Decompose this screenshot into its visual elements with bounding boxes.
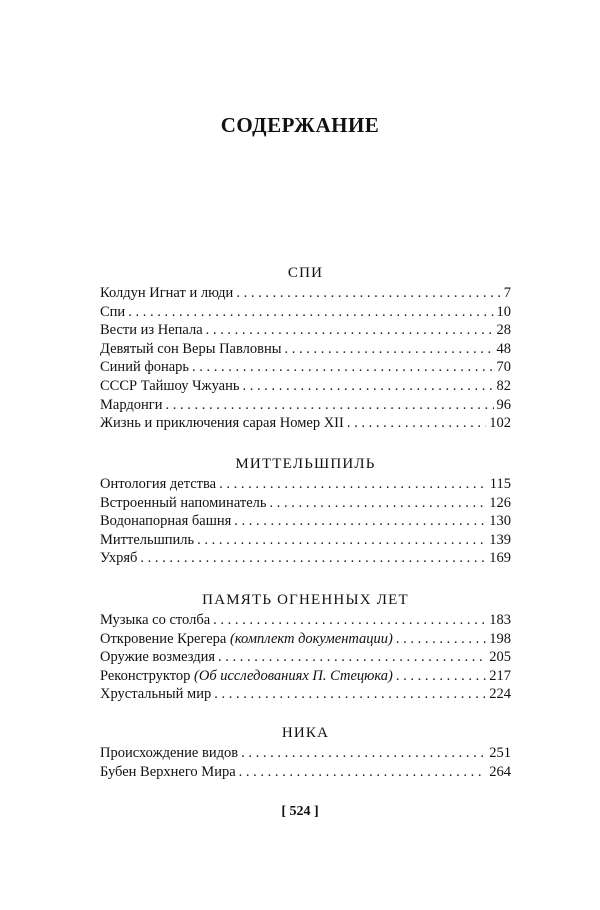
toc-entry: Встроенный напоминатель . . . 126: [100, 494, 511, 513]
page-number: 251: [489, 745, 511, 761]
page-number: 205: [489, 649, 511, 666]
toc-entry: Колдун Игнат и люди . . . 7: [100, 284, 511, 303]
toc-entry: Оружие возмездия . . . 205: [100, 648, 511, 667]
toc-entry: Музыка со столба . . . 183: [100, 611, 511, 630]
page-number: 28: [496, 322, 511, 339]
entry-subtitle: (Об исследованиях П. Стецюка): [194, 667, 393, 684]
toc-entry: Девятый сон Веры Павловны . . . 48: [100, 340, 511, 359]
page-number: 82: [496, 377, 511, 394]
page-number: 198: [489, 630, 511, 647]
toc-entry: Ухряб . . . 169: [100, 549, 511, 568]
page-number: 264: [489, 763, 511, 780]
page-number: 115: [489, 476, 511, 492]
toc-entry: Синий фонарь . . . 70: [100, 358, 511, 377]
toc-section-3: [100, 589, 511, 704]
section-heading: СПИ: [287, 265, 324, 281]
toc-entry: Спи . . . 10: [100, 303, 511, 322]
toc-entry: Водонапорная башня . . . 130: [100, 512, 511, 531]
page-number: 139: [489, 531, 511, 548]
page-number: 102: [489, 415, 511, 432]
page-number: 217: [489, 667, 511, 684]
page-number: 10: [496, 303, 511, 320]
page-number: 130: [489, 513, 511, 530]
page-title: СОДЕРЖАНИЕ: [220, 113, 380, 137]
toc-entry: Жизнь и приключения сарая Номер XII . . . 102: [100, 414, 511, 433]
toc-entry: Мардонги . . . 96: [100, 396, 511, 415]
page-number: 96: [496, 396, 511, 413]
page-number: 48: [496, 340, 511, 357]
section-heading: ПАМЯТЬ ОГНЕННЫХ ЛЕТ: [202, 592, 409, 608]
toc-section-2: [100, 453, 511, 568]
page-number: 224: [489, 686, 511, 703]
section-heading: МИТТЕЛЬШПИЛЬ: [235, 456, 376, 472]
toc-entry: Вести из Непала . . . 28: [100, 321, 511, 340]
toc-entry: Бубен Верхнего Мира . . . 264: [100, 763, 511, 782]
folio-page-number: [ 524 ]: [281, 804, 319, 819]
toc-entry: Хрустальный мир . . . 224: [100, 685, 511, 704]
page-number: 7: [503, 285, 511, 301]
toc-entry: Реконструктор (Об исследованиях П. Стецюка) . . . 217: [100, 667, 511, 686]
toc-entry: Онтология детства . . . 115: [100, 475, 511, 494]
page-number: 169: [489, 550, 511, 567]
section-heading: НИКА: [281, 725, 330, 741]
page-number: 183: [489, 612, 511, 628]
toc-section-4: [100, 722, 511, 781]
page-number: 70: [496, 359, 511, 376]
toc-section-1: [100, 262, 511, 433]
toc-entry: Миттельшпиль . . . 139: [100, 531, 511, 550]
toc-entry: СССР Тайшоу Чжуань . . . 82: [100, 377, 511, 396]
toc-entry: Происхождение видов . . . 251: [100, 744, 511, 763]
toc-entry: Откровение Крегера (комплект документации) . . . 198: [100, 630, 511, 649]
entry-subtitle: (комплект документации): [230, 630, 393, 647]
page-number: 126: [489, 494, 511, 511]
